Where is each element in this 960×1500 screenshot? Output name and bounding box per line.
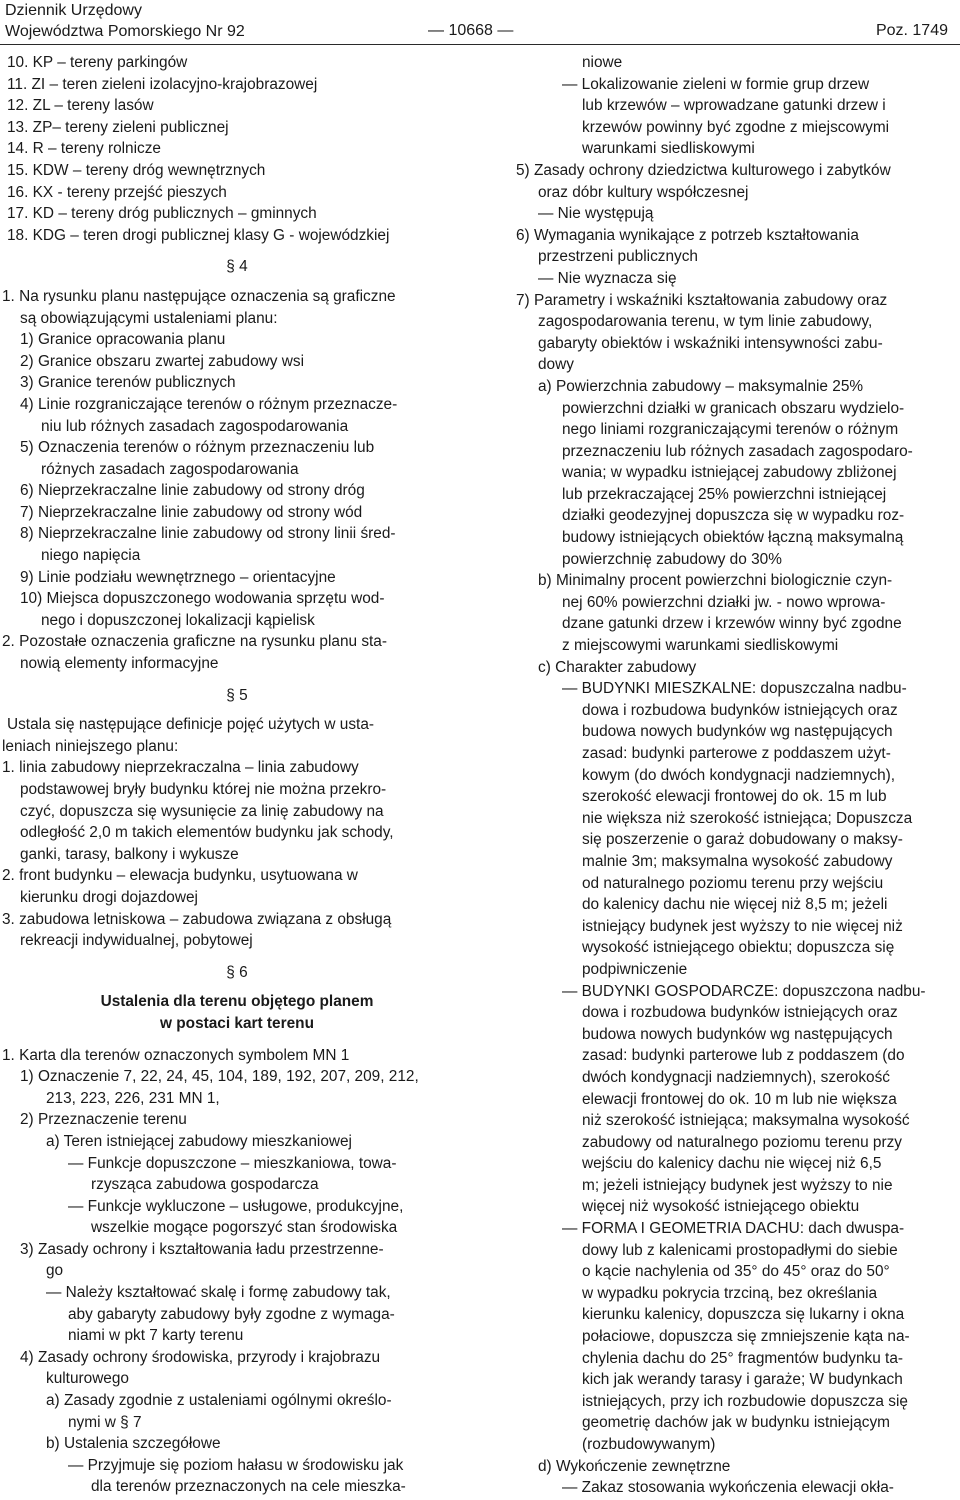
left-column-line: kulturowego bbox=[46, 1370, 129, 1388]
right-column-line: istniejący budynek jest wyższy to nie więcej niż bbox=[582, 917, 903, 935]
left-column-line: nowią elementy informacyjne bbox=[20, 655, 219, 673]
left-column-line: dla terenów przeznaczonych na cele mieszka- bbox=[91, 1478, 406, 1496]
left-column-line: Ustalenia dla terenu objętego planem bbox=[100, 993, 374, 1011]
right-column-line: c) Charakter zabudowy bbox=[538, 658, 697, 676]
right-column-line: — Nie występują bbox=[538, 205, 654, 223]
left-column-line: 3) Zasady ochrony i kształtowania ładu przestrzenne- bbox=[20, 1240, 384, 1258]
right-column-line: krzewów powinny być zgodne z miejscowymi bbox=[582, 118, 890, 136]
right-column-line: powierzchnię zabudowy do 30% bbox=[562, 550, 782, 568]
right-column-line: lub przekraczającej 25% powierzchni istniejącej bbox=[562, 485, 887, 503]
left-column-line: odległość 2,0 m takich elementów budynku jak schody, bbox=[20, 824, 394, 842]
right-column-line: b) Minimalny procent powierzchni biologicznie czyn- bbox=[538, 572, 893, 590]
left-column-line: rzysząca zabudowa gospodarcza bbox=[91, 1176, 319, 1194]
left-column-line: — Należy kształtować skalę i formę zabudowy tak, bbox=[46, 1284, 391, 1302]
right-column-line: niowe bbox=[582, 54, 623, 71]
right-column-line: przestrzeni publicznych bbox=[538, 248, 698, 266]
right-column-line: geometrię dachów jak w budynku istniejącym bbox=[582, 1414, 890, 1432]
left-column-line: — Przyjmuje się poziom hałasu w środowisku jak bbox=[68, 1456, 404, 1474]
right-column-line: chylenia dachu do 25° fragmentów budynku ta- bbox=[582, 1349, 904, 1367]
left-column-line: 15. KDW – tereny dróg wewnętrznych bbox=[7, 161, 266, 179]
right-column-line: (rozbudowywanym) bbox=[582, 1436, 716, 1453]
right-column-line: przeznaczeniu lub różnych zasadach zagospodaro- bbox=[562, 442, 913, 460]
journal-title bbox=[5, 0, 245, 42]
left-column-line: 11. ZI – teren zieleni izolacyjno-krajobrazowej bbox=[7, 75, 318, 93]
left-column-line: niu lub różnych zasadach zagospodarowania bbox=[41, 417, 349, 435]
left-column-line: czyć, dopuszcza się wysunięcie za linię zabudowy na bbox=[20, 802, 384, 820]
left-column bbox=[2, 52, 472, 1498]
left-column-line: go bbox=[46, 1262, 64, 1280]
right-column-line: szerokość elewacji frontowej do ok. 15 m lub bbox=[582, 788, 887, 806]
left-column-line: 2) Granice obszaru zwartej zabudowy wsi bbox=[20, 352, 304, 370]
left-column-line: — Funkcje wykluczone – usługowe, produkcyjne, bbox=[68, 1197, 404, 1215]
right-column-line: — Zakaz stosowania wykończenia elewacji okła- bbox=[562, 1479, 894, 1497]
left-column-line: leniach niniejszego planu: bbox=[2, 737, 179, 755]
left-column-line: 2. front budynku – elewacja budynku, usytuowana w bbox=[2, 867, 358, 885]
right-column-line: budowa nowych budynków wg następujących bbox=[582, 1025, 893, 1043]
right-column-line: 7) Parametry i wskaźniki kształtowania zabudowy oraz bbox=[516, 291, 888, 309]
right-column-line: nego liniami rozgraniczającymi terenów o różnym bbox=[562, 421, 899, 439]
right-column-line: zagospodarowania terenu, w tym linie zabudowy, bbox=[538, 313, 873, 331]
right-column-line: 5) Zasady ochrony dziedzictwa kulturowego i zabytków bbox=[516, 161, 891, 179]
right-column-line: lub krzewów – wprowadzane gatunki drzew i bbox=[582, 97, 886, 115]
right-column-line: od naturalnego poziomu terenu przy wejściu bbox=[582, 874, 884, 892]
left-column-line: wszelkie mogące pogorszyć stan środowiska bbox=[91, 1219, 398, 1237]
right-column-line: do kalenicy dachu nie więcej niż 8,5 m; jeżeli bbox=[582, 896, 888, 914]
left-column-line: a) Zasady zgodnie z ustaleniami ogólnymi określo- bbox=[46, 1392, 392, 1410]
right-column-line: dwóch kondygnacji nadziemnych), szerokość bbox=[582, 1068, 890, 1086]
right-column-line: warunkami siedliskowymi bbox=[582, 140, 755, 158]
right-column-line: działki geodezyjnej dopuszcza się w wypadku roz- bbox=[562, 507, 905, 525]
right-column-line: oraz dóbr kultury współczesnej bbox=[538, 183, 749, 201]
left-column-line: § 6 bbox=[226, 963, 248, 981]
right-column-line: a) Powierzchnia zabudowy – maksymalnie 25% bbox=[538, 377, 864, 395]
left-column-line: § 4 bbox=[226, 258, 248, 276]
left-column-line: 213, 223, 226, 231 MN 1, bbox=[46, 1089, 220, 1107]
right-column-line: elewacji frontowej do ok. 10 m lub nie większa bbox=[582, 1090, 897, 1108]
left-column-line: 1. Karta dla terenów oznaczonych symbolem MN 1 bbox=[2, 1046, 350, 1064]
journal-title-line2: Województwa Pomorskiego Nr 92 bbox=[5, 23, 245, 40]
right-column-line: malnie 3m; maksymalna wysokość zabudowy bbox=[582, 852, 893, 870]
right-column-line: dowy bbox=[538, 356, 574, 374]
left-column-line: 14. R – tereny rolnicze bbox=[7, 140, 161, 158]
right-column-line: zabudowy od naturalnego poziomu terenu przy bbox=[582, 1133, 902, 1151]
left-column-line: 2) Przeznaczenie terenu bbox=[20, 1111, 187, 1129]
left-column-line: 1. linia zabudowy nieprzekraczalna – linia zabudowy bbox=[2, 759, 359, 777]
right-column-line: nej 60% powierzchni działki jw. - nowo wprowa- bbox=[562, 593, 886, 611]
left-column-line: 13. ZP– tereny zieleni publicznej bbox=[7, 118, 229, 136]
right-column-line: zasad: budynki parterowe z poddaszem użyt- bbox=[582, 745, 891, 762]
page-header bbox=[0, 0, 960, 42]
header-divider bbox=[0, 44, 960, 45]
right-column-line: — Lokalizowanie zieleni w formie grup drzew bbox=[562, 75, 870, 93]
journal-title-line1: Dziennik Urzędowy bbox=[5, 2, 142, 19]
left-column-line: b) Ustalenia szczegółowe bbox=[46, 1435, 221, 1453]
position-number: Poz. 1749 bbox=[875, 22, 948, 39]
right-column-line: — BUDYNKI MIESZKALNE: dopuszczalna nadbu- bbox=[562, 680, 907, 698]
right-column-line: się poszerzenie o garaż dobudowany o maksy- bbox=[582, 831, 903, 849]
left-column-line: 17. KD – tereny dróg publicznych – gminnych bbox=[7, 205, 317, 223]
left-column-line: 1) Oznaczenie 7, 22, 24, 45, 104, 189, 192, 207, 209, 212, bbox=[20, 1068, 419, 1086]
left-column-line: 12. ZL – tereny lasów bbox=[7, 97, 154, 115]
right-column-line: d) Wykończenie zewnętrzne bbox=[538, 1457, 731, 1475]
right-column-line: nie większa niż szerokość istniejąca; Dopuszcza bbox=[582, 809, 913, 827]
right-column-line: kich jak werandy tarasy i garaże; W budynkach bbox=[582, 1371, 903, 1389]
left-column-line: 7) Nieprzekraczalne linie zabudowy od strony wód bbox=[20, 503, 363, 521]
right-column-line: dowa i rozbudowa budynków istniejących oraz bbox=[582, 1004, 898, 1022]
right-column-line: połaciowe, dopuszcza się zmniejszenie kąta na- bbox=[582, 1328, 910, 1346]
right-column-line: z miejscowymi warunkami siedliskowymi bbox=[562, 637, 839, 655]
right-column-line: dzane gatunki drzew i krzewów winny być zgodne bbox=[562, 615, 902, 633]
left-column-line: 4) Linie rozgraniczające terenów o różnym przeznacze- bbox=[20, 395, 398, 413]
right-column-line: kierunku kalenicy, dopuszcza się lukarny i okna bbox=[582, 1306, 905, 1324]
left-column-line: różnych zasadach zagospodarowania bbox=[41, 460, 299, 478]
left-column-line: nymi w § 7 bbox=[68, 1413, 142, 1431]
left-column-line: niami w pkt 7 karty terenu bbox=[68, 1327, 244, 1345]
left-column-line: podstawowej bryły budynku której nie można przekro- bbox=[20, 781, 387, 798]
right-column-line: dowa i rozbudowa budynków istniejących oraz bbox=[582, 701, 898, 719]
right-column-line: — FORMA I GEOMETRIA DACHU: dach dwuspa- bbox=[562, 1220, 905, 1238]
left-column-line: 5) Oznaczenia terenów o różnym przeznaczeniu lub bbox=[20, 439, 375, 457]
left-column-line: 9) Linie podziału wewnętrznego – orientacyjne bbox=[20, 568, 336, 586]
right-column-line: — BUDYNKI GOSPODARCZE: dopuszczona nadbu- bbox=[562, 982, 926, 1000]
left-column-line: rekreacji indywidualnej, pobytowej bbox=[20, 932, 253, 950]
right-column-line: podpiwniczenie bbox=[582, 960, 688, 978]
right-column-line: wejściu do kalenicy dachu nie więcej niż 6,5 bbox=[582, 1155, 882, 1173]
left-column-line: 16. KX - tereny przejść pieszych bbox=[7, 183, 227, 201]
left-column-line: a) Teren istniejącej zabudowy mieszkaniowej bbox=[46, 1132, 352, 1150]
right-column-line: w wypadku pokrycia trzciną, bez określania bbox=[582, 1284, 878, 1302]
left-column-line: 10. KP – tereny parkingów bbox=[7, 54, 188, 71]
left-column-line: w postaci kart terenu bbox=[160, 1014, 314, 1032]
right-column-line: powierzchni działki w granicach obszaru wydzielo- bbox=[562, 399, 905, 417]
left-column-line: są obowiązującymi ustaleniami planu: bbox=[20, 309, 278, 327]
left-column-line: 4) Zasady ochrony środowiska, przyrody i krajobrazu bbox=[20, 1348, 381, 1366]
right-column-line: m; jeżeli istniejący budynek jest wyższy to nie bbox=[582, 1176, 893, 1194]
right-column-line: budowa nowych budynków wg następujących bbox=[582, 723, 893, 741]
right-column-line: — Nie wyznacza się bbox=[538, 269, 677, 287]
left-column-line: kierunku drogi dojazdowej bbox=[20, 888, 198, 906]
left-column-line bbox=[2, 1035, 472, 1045]
left-column-line: aby gabaryty zabudowy były zgodne z wymaga- bbox=[68, 1305, 395, 1323]
left-column-line: nego i dopuszczonej lokalizacji kąpielisk bbox=[41, 611, 315, 629]
left-column-line: — Funkcje dopuszczone – mieszkaniowa, towa- bbox=[68, 1154, 397, 1172]
left-column-line: Ustala się następujące definicje pojęć użytych w usta- bbox=[7, 716, 375, 734]
left-column-line: 2. Pozostałe oznaczenia graficzne na rysunku planu sta- bbox=[2, 633, 387, 651]
right-column-line: wysokość istniejącego obiektu; dopuszcza się bbox=[582, 939, 895, 957]
left-column-line: 1. Na rysunku planu następujące oznaczenia są graficzne bbox=[2, 287, 396, 305]
right-column-line: dowy lub z kalenicami prostopadłymi do siebie bbox=[582, 1241, 898, 1259]
right-column-line: budowy istniejących obiektów łączną maksymalną bbox=[562, 529, 904, 547]
right-column-line: kowym (do dwóch kondygnacji nadziemnych), bbox=[582, 766, 896, 784]
left-column-line: 10) Miejsca dopuszczonego wodowania sprzętu wod- bbox=[20, 590, 385, 608]
right-column bbox=[514, 52, 960, 1499]
left-column-line: 8) Nieprzekraczalne linie zabudowy od strony linii śred- bbox=[20, 525, 396, 543]
left-column-line: 18. KDG – teren drogi publicznej klasy G - wojewódzkiej bbox=[7, 226, 390, 244]
right-column-line: 6) Wymagania wynikające z potrzeb kształtowania bbox=[516, 226, 859, 244]
right-column-line: niż szerokość istniejąca; maksymalna wysokość bbox=[582, 1112, 910, 1130]
page-number: — 10668 — bbox=[428, 22, 514, 39]
left-column-line: niego napięcia bbox=[41, 547, 141, 565]
right-column-line: wania; w wypadku istniejącej zabudowy zbliżonej bbox=[562, 464, 897, 482]
right-column-line: istniejących, przy ich rozbudowie dopuszcza się bbox=[582, 1392, 908, 1410]
left-column-line: § 5 bbox=[226, 686, 248, 704]
right-column-line: więcej niż wysokość istniejącego obiektu bbox=[582, 1198, 860, 1216]
left-column-line: ganki, tarasy, balkony i wykusze bbox=[20, 845, 239, 863]
right-column-line: gabaryty obiektów i wskaźniki intensywności zabu- bbox=[538, 334, 883, 352]
right-column-line: o kącie nachylenia od 35° do 45° oraz do 50° bbox=[582, 1263, 890, 1281]
right-column-line: zasad: budynki parterowe lub z poddaszem (do bbox=[582, 1047, 905, 1065]
left-column-line: 3) Granice terenów publicznych bbox=[20, 374, 236, 392]
left-column-line: 6) Nieprzekraczalne linie zabudowy od strony dróg bbox=[20, 482, 365, 500]
left-column-line: 3. zabudowa letniskowa – zabudowa związana z obsługą bbox=[2, 910, 392, 928]
left-column-line: 1) Granice opracowania planu bbox=[20, 331, 226, 349]
